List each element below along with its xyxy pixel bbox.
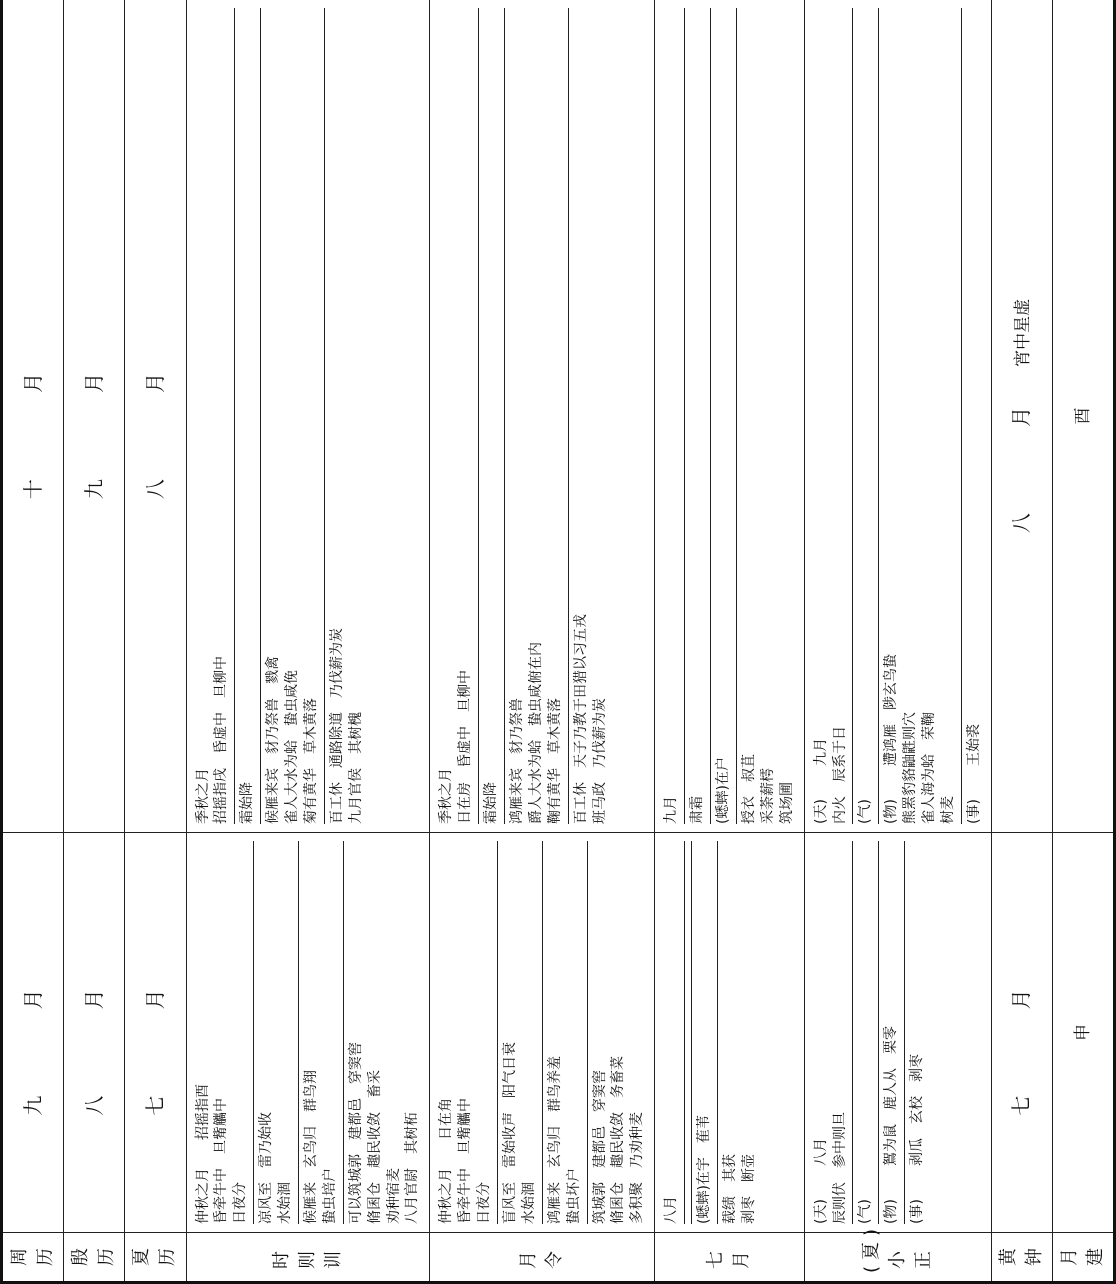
xz-text: 遰鸿雁 陟玄鸟蛰 熊罴豹貉鼬鼪则穴 雀人海为蛤 荣鞠 树麦 — [883, 653, 956, 824]
qy-text: (蟋蟀)在宇 萑苇 — [696, 1115, 713, 1224]
yl-text: 季秋之月 日在房 昏虚中 旦柳中 — [438, 669, 474, 824]
xz-entry — [809, 841, 854, 1224]
szx-entry — [254, 841, 299, 1224]
xz-cell-group-a — [804, 832, 991, 1232]
category-tag: (物) — [883, 799, 900, 824]
xia-month-7: 七 月 — [125, 832, 186, 1232]
header-qi-yue: 七 月 — [655, 1233, 804, 1283]
yl-entry — [479, 8, 505, 824]
yl-text: 仲秋之月 日在角 昏牵牛中 旦觜觿中 日夜分 — [438, 1098, 493, 1224]
yj-you: 酉 — [1052, 0, 1114, 832]
category-tag: (物) — [883, 1199, 900, 1224]
szx-text: 仲秋之月 招摇指酉 昏牵牛中 旦觜觿中 日夜分 — [194, 1084, 249, 1224]
qy-text: 八月 — [663, 1196, 680, 1224]
yl-text: 筑城郭 建都邑 穿窦窖 脩囷仓 趣民收敛 务畜菜 多积聚 乃劝种麦 — [591, 1056, 646, 1224]
yl-entry — [543, 841, 588, 1224]
qy-cell-group-a — [655, 832, 804, 1232]
hz-note: 宵中星虚 — [1013, 298, 1034, 367]
category-tag: (天) — [812, 799, 829, 824]
header-xia-li: 夏历 — [125, 1233, 186, 1283]
yl-text: 百工休 天子乃教于田猎以习五戎 班马政 乃伐薪为炭 — [572, 613, 608, 824]
szx-cell-group-b — [186, 0, 430, 832]
header-zhou-li: 周历 — [2, 1233, 64, 1283]
szx-entry — [235, 8, 261, 824]
xz-text: 九月 内火 辰系于日 — [812, 725, 848, 824]
szx-entry — [344, 841, 426, 1224]
row-yl — [430, 0, 655, 1283]
yl-text: 霜始降 — [483, 781, 500, 824]
qy-entry — [685, 8, 711, 824]
header-yue-jian: 月建 — [1052, 1233, 1114, 1283]
category-tag: (气) — [857, 1199, 874, 1224]
yin-month-9: 九 月 — [64, 0, 125, 832]
qy-entry — [659, 841, 685, 1224]
qy-entry — [685, 841, 692, 1224]
header-shi-ze-xun: 时则训 — [186, 1233, 430, 1283]
qy-text: 载绩 其获 剥枣 断壶 — [722, 1154, 757, 1224]
szx-entry — [261, 8, 325, 824]
xz-entry — [905, 841, 930, 1224]
szx-text: 百工休 通路除道 乃伐薪为炭 九月官侯 其树槐 — [328, 627, 364, 824]
hz-month-8-cell — [991, 0, 1052, 832]
header-huang-zhong: 黄 钟 — [991, 1233, 1052, 1283]
category-tag: (事) — [965, 799, 982, 824]
szx-text: 候雁来 玄鸟归 群鸟翔 蛰虫培户 — [303, 1070, 338, 1224]
xz-entry — [853, 8, 879, 824]
yl-text: 鸿雁来 玄鸟归 群鸟养羞 蛰虫坏户 — [546, 1056, 582, 1224]
szx-entry — [191, 841, 255, 1224]
xz-text: 八月 辰则伏 参中则旦 — [812, 1112, 848, 1224]
row-qy — [655, 0, 804, 1283]
yl-entry — [434, 841, 498, 1224]
xz-text: 王始裘 — [965, 723, 982, 766]
row-huang-zhong — [991, 0, 1052, 1283]
zhou-month-9: 九 月 — [2, 832, 64, 1232]
category-tag: (气) — [857, 799, 874, 824]
yl-entry — [569, 8, 613, 824]
row-szx — [186, 0, 430, 1283]
szx-text: 凉风至 雷乃始收 水始涸 — [258, 1112, 294, 1224]
szx-entry — [325, 8, 369, 824]
qy-entry — [692, 841, 718, 1224]
qy-text: (蟋蟀)在户 — [715, 757, 732, 824]
qy-entry — [737, 8, 800, 824]
header-xiao-zheng: (夏)小正 — [804, 1233, 991, 1283]
szx-text: 季秋之月 招摇指戌 昏虚中 旦柳中 — [194, 655, 230, 824]
xz-text: 剥瓜 玄校 剥枣 — [909, 1054, 926, 1166]
yl-text: 盲风至 雷始收声 阳气日衰 水始涸 — [502, 1042, 537, 1224]
xz-text: 鴽为鼠 鹿人从 栗零 — [883, 1026, 900, 1166]
yl-entry — [434, 8, 479, 824]
qy-text: 授衣 叔苴 采荼薪樗 筑场圃 — [740, 753, 795, 824]
hz-month-8: 八 月 — [1009, 366, 1034, 534]
xz-entry — [853, 841, 879, 1224]
row-yue-jian — [1052, 0, 1114, 1283]
szx-entry — [299, 841, 344, 1224]
yl-text: 鸿雁来宾 豺乃祭兽 爵人大水为蛤 蛰虫咸俯在内 鞠有黄华 草木黄落 — [509, 641, 563, 824]
szx-text: 可以筑城郭 建都邑 穿窦窖 脩囷仓 趣民收敛 畜采 劝种宿麦 八月官尉 其树柘 — [347, 1042, 421, 1224]
szx-entry — [191, 8, 236, 824]
szx-text: 候雁来宾 豺乃祭兽 戮禽 雀人大水为蛤 蛰虫咸俛 菊有黄华 草木黄落 — [265, 655, 320, 824]
qy-cell-group-b — [655, 0, 804, 832]
szx-cell-group-a — [186, 832, 430, 1232]
yl-entry — [498, 841, 543, 1224]
qy-entry — [659, 8, 685, 824]
yl-cell-group-a — [430, 832, 655, 1232]
xz-entry — [879, 8, 962, 824]
yl-cell-group-b — [430, 0, 655, 832]
yl-entry — [505, 8, 569, 824]
category-tag: (事) — [909, 1199, 926, 1224]
xia-month-8: 八 月 — [125, 0, 186, 832]
qy-text: 九月 — [663, 795, 680, 824]
qy-entry — [711, 8, 737, 824]
header-yue-ling: 月 令 — [430, 1233, 655, 1283]
row-xz — [804, 0, 991, 1283]
xz-entry — [962, 8, 987, 824]
xz-entry — [809, 8, 854, 824]
qy-entry — [718, 841, 762, 1224]
hz-month-7: 七 月 — [991, 832, 1052, 1232]
yl-entry — [588, 841, 651, 1224]
xz-cell-group-b — [804, 0, 991, 832]
header-yin-li: 殷历 — [64, 1233, 125, 1283]
yin-month-8: 八 月 — [64, 832, 125, 1232]
qy-text: 肃霜 — [689, 795, 706, 824]
zhou-month-10: 十 月 — [2, 0, 64, 832]
yj-shen: 申 — [1052, 832, 1114, 1232]
xz-entry — [879, 841, 905, 1224]
szx-text: 霜始降 — [239, 781, 256, 824]
category-tag: (天) — [812, 1199, 829, 1224]
